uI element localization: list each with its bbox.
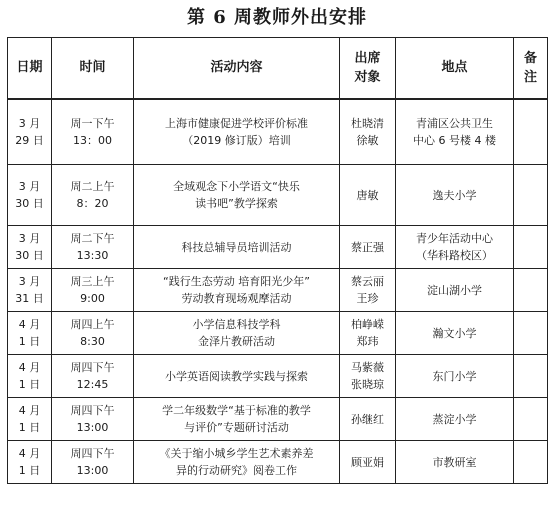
header-time: 时间	[52, 38, 134, 99]
content-cell: 全域观念下小学语文“快乐 读书吧”教学探索	[134, 165, 340, 226]
date-cell: 3 月 29 日	[8, 99, 52, 165]
table-row	[8, 398, 548, 441]
time-cell: 周四下午 13:00	[52, 441, 134, 484]
attendees-cell: 马紫薇 张晓琼	[340, 355, 396, 398]
remarks-cell	[514, 99, 548, 165]
table-row	[8, 441, 548, 484]
time-cell: 周四上午 8:30	[52, 312, 134, 355]
attendees-cell: 顾亚娟	[340, 441, 396, 484]
attendees-cell: 杜晓清 徐敏	[340, 99, 396, 165]
attendees-cell: 唐敏	[340, 165, 396, 226]
attendees-cell: 柏峥嵘 郑玮	[340, 312, 396, 355]
time-cell: 周四下午 13:00	[52, 398, 134, 441]
table-row	[8, 355, 548, 398]
header-remarks: 备 注	[514, 38, 548, 99]
date-cell: 3 月 30 日	[8, 226, 52, 269]
date-cell: 4 月 1 日	[8, 355, 52, 398]
remarks-cell	[514, 398, 548, 441]
content-cell: 学二年级数学“基于标准的教学 与评价”专题研讨活动	[134, 398, 340, 441]
location-cell: 淀山湖小学	[396, 269, 514, 312]
location-cell: 蒸淀小学	[396, 398, 514, 441]
content-cell: 小学英语阅读教学实践与探索	[134, 355, 340, 398]
remarks-cell	[514, 165, 548, 226]
page-title: 第 6 周教师外出安排	[186, 7, 368, 28]
date-cell: 4 月 1 日	[8, 441, 52, 484]
header-content: 活动内容	[134, 38, 340, 99]
location-cell: 瀚文小学	[396, 312, 514, 355]
header-date: 日期	[8, 38, 52, 99]
attendees-cell: 蔡云丽 王珍	[340, 269, 396, 312]
table-row	[8, 226, 548, 269]
attendees-cell: 孙继红	[340, 398, 396, 441]
time-cell: 周三上午 9:00	[52, 269, 134, 312]
location-cell: 青少年活动中心 （华科路校区）	[396, 226, 514, 269]
content-cell: 小学信息科技学科 金泽片教研活动	[134, 312, 340, 355]
content-cell: 《关于缩小城乡学生艺术素养差 异的行动研究》阅卷工作	[134, 441, 340, 484]
header-row	[8, 38, 548, 99]
content-cell: 上海市健康促进学校评价标准 （2019 修订版）培训	[134, 99, 340, 165]
date-cell: 3 月 31 日	[8, 269, 52, 312]
time-cell: 周一下午 13：00	[52, 99, 134, 165]
date-cell: 4 月 1 日	[8, 398, 52, 441]
remarks-cell	[514, 441, 548, 484]
time-cell: 周四下午 12:45	[52, 355, 134, 398]
table-row	[8, 165, 548, 226]
header-attendees: 出席 对象	[340, 38, 396, 99]
location-cell: 逸夫小学	[396, 165, 514, 226]
remarks-cell	[514, 312, 548, 355]
time-cell: 周二下午 13:30	[52, 226, 134, 269]
time-cell: 周二上午 8：20	[52, 165, 134, 226]
content-cell: “践行生态劳动 培育阳光少年” 劳动教育现场观摩活动	[134, 269, 340, 312]
content-cell: 科技总辅导员培训活动	[134, 226, 340, 269]
location-cell: 东门小学	[396, 355, 514, 398]
date-cell: 3 月 30 日	[8, 165, 52, 226]
remarks-cell	[514, 226, 548, 269]
header-location: 地点	[396, 38, 514, 99]
schedule-table	[7, 37, 548, 484]
date-cell: 4 月 1 日	[8, 312, 52, 355]
table-row	[8, 99, 548, 165]
table-row	[8, 312, 548, 355]
remarks-cell	[514, 355, 548, 398]
attendees-cell: 蔡正强	[340, 226, 396, 269]
location-cell: 市教研室	[396, 441, 514, 484]
table-row	[8, 269, 548, 312]
location-cell: 青浦区公共卫生 中心 6 号楼 4 楼	[396, 99, 514, 165]
remarks-cell	[514, 269, 548, 312]
